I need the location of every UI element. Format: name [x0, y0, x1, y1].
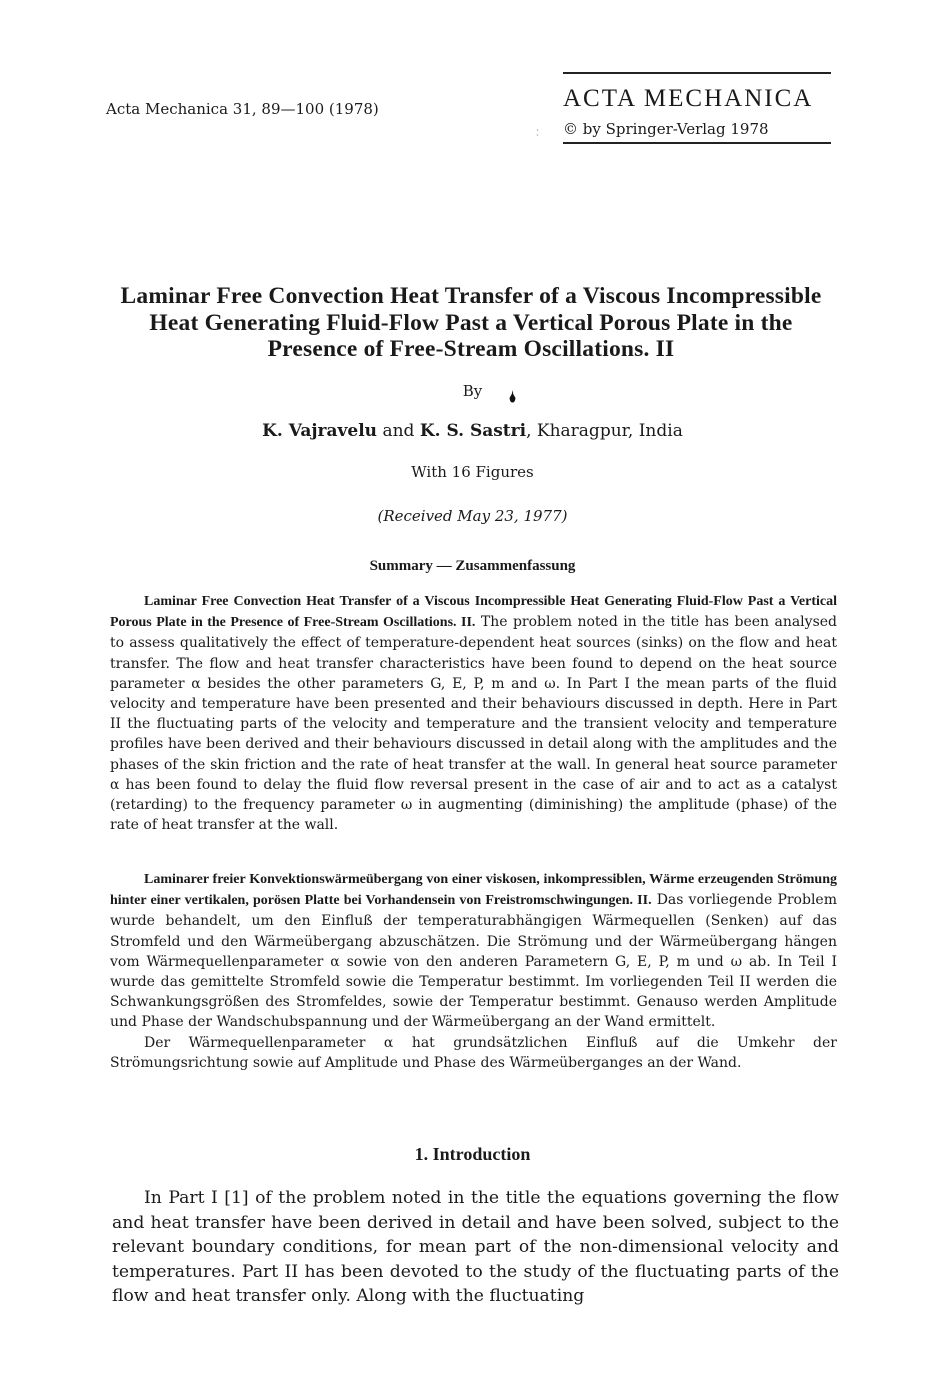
author-conjunction: and — [382, 421, 415, 441]
abstract-body-en: The problem noted in the title has been analysed to assess qualitatively the effect of temperature-dependent heat sources (sinks) on the flow and heat transfer. The flow and heat transfer characteristics have been found to depend on the heat source parameter α besides the other parameters G, E, P, m and ω. In Part I the mean parts of the fluid velocity and temperature have been presented and their behaviours discussed in depth. Here in Part II the fluctuating parts of the velocity and temperature and the transient velocity and temperature profiles have been derived and their behaviours discussed in detail along with the amplitudes and the phases of the skin friction and the rate of heat transfer at the wall. In general heat source parameter α has been found to delay the fluid flow reversal present in the case of air and to act as a catalyst (retarding) to the frequency parameter ω in augmenting (diminishing) the amplitude (phase) of the rate of heat transfer at the wall. — [110, 614, 838, 834]
abstract-title-de: Laminarer freier Konvektionswärmeübergang von einer viskosen, inkompressiblen, Wärme erzeugenden Strömung hinter einer vertikalen, porösen Platte bei Vorhandensein von Freistromschwingungen. II. — [110, 872, 837, 909]
title-line: Presence of Free-Stream Oscillations. II — [267, 336, 675, 362]
journal-title: ACTA MECHANICA — [563, 85, 814, 112]
received-date: (Received May 23, 1977) — [377, 507, 568, 525]
section-heading-introduction: 1. Introduction — [414, 1144, 531, 1164]
author-line — [0, 421, 945, 441]
body-paragraph: In Part I [1] of the problem noted in the title the equations governing the flow and heat transfer have been derived in detail and have been solved, subject to the relevant boundary conditions, for mean part of the non-dimensional velocity and temperatures. Part II has been devoted to the study of the fluctuating parts of the flow and heat transfer only. Along with the fluctuating — [112, 1188, 839, 1306]
author-name: K. S. Sastri — [419, 421, 527, 441]
journal-masthead — [563, 72, 831, 144]
abstract-paragraph: Der Wärmequellenparameter α hat grundsätzlichen Einfluß auf die Umkehr der Strömungsrichtung sowie auf Amplitude und Phase des Wärmeüberganges an der Wand. — [110, 1034, 837, 1071]
title-line: Heat Generating Fluid-Flow Past a Vertical Porous Plate in the — [149, 309, 793, 336]
copyright-notice: © by Springer-Verlag 1978 — [563, 120, 769, 138]
author-affiliation: , Kharagpur, India — [526, 421, 683, 441]
abstract-paragraph — [110, 869, 837, 1033]
scan-speck-mark — [536, 128, 539, 138]
summary-heading: Summary — Zusammenfassung — [369, 558, 576, 574]
journal-citation: Acta Mechanica 31, 89—100 (1978) — [106, 100, 379, 118]
article-title — [108, 283, 834, 363]
title-line: Laminar Free Convection Heat Transfer of a Viscous Incompressible — [120, 283, 822, 309]
abstract-paragraph — [110, 591, 837, 835]
abstract-body-de: Das vorliegende Problem wurde behandelt, um den Einfluß der temperaturabhängigen Wärmequellen (Senken) auf das Stromfeld und den Wärmeübergang abzuschätzen. Die Strömung und der Wärmeübergang hängen vom Wärmequellenparameter α sowie von den anderen Parametern G, E, P, m und ω ab. In Teil I wurde das gemittelte Stromfeld sowie die Temperatur bestimmt. Im vorliegenden Teil II werden die Schwankungsgrößen des Stromfeldes, sowie der Temperatur bestimmt. Genauso werden Amplitude und Phase der Wandschubspannung und der Wärmeübergang an der Wand ermittelt. — [110, 892, 837, 1031]
abstract-english — [110, 591, 837, 835]
masthead-bottom-rule — [563, 142, 831, 144]
byline-label: By — [462, 382, 483, 400]
author-name: K. Vajravelu — [262, 421, 378, 441]
figure-count: With 16 Figures — [411, 463, 534, 481]
abstract-title-en: Laminar Free Convection Heat Transfer of a Viscous Incompressible Heat Generating Fluid-Flow Past a Vertical Porous Plate in the Presence of Free-Stream Oscillations. II. — [110, 594, 837, 631]
introduction-text — [112, 1186, 839, 1309]
ink-blot-mark — [509, 390, 516, 403]
abstract-german — [110, 869, 837, 1073]
